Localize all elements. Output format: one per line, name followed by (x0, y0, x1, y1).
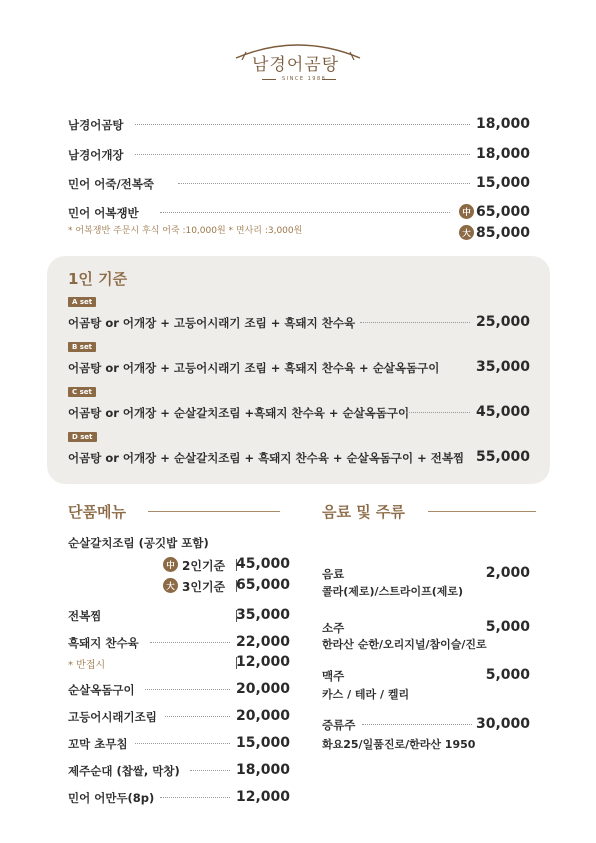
dot-leader (178, 183, 470, 184)
single-item-name: 흑돼지 찬수육 (68, 636, 139, 650)
drink-options: 콜라(제로)/스트라이프(제로) (322, 585, 464, 598)
menu-item-name: 민어 어죽/전복죽 (68, 177, 154, 191)
menu-note: * 어복쟁반 주문시 후식 어죽 :10,000원 * 면사리 :3,000원 (68, 226, 303, 236)
menu-item-name: 남경어곰탕 (68, 118, 124, 132)
galchi-option-price: 45,000 (235, 556, 290, 572)
section-divider (428, 511, 536, 512)
single-item-price: 20,000 (235, 681, 290, 697)
menu-item-price-medium: 65,000 (475, 204, 530, 220)
single-item-price: 35,000 (235, 607, 290, 623)
dot-leader (135, 743, 230, 744)
galchi-option-price: 65,000 (235, 577, 290, 593)
set-price: 45,000 (475, 404, 530, 420)
set-description: 어곰탕 or 어개장 + 순살갈치조림 + 흑돼지 찬수육 + 순살옥돔구이 + 전복찜 (68, 451, 465, 465)
single-item-name: 고등어시래기조림 (68, 710, 157, 724)
single-item-name: 전복찜 (68, 609, 102, 623)
set-description: 어곰탕 or 어개장 + 고등어시래기 조림 + 흑돼지 찬수육 + 순살옥돔구이 (68, 361, 440, 375)
dot-leader (135, 154, 470, 155)
section-divider (148, 511, 280, 512)
menu-item-price-large: 85,000 (475, 225, 530, 241)
set-price: 25,000 (475, 314, 530, 330)
single-item-name: 순살옥돔구이 (68, 683, 135, 697)
menu-item-price: 15,000 (475, 175, 530, 191)
dot-leader (135, 124, 470, 125)
set-price: 35,000 (475, 359, 530, 375)
drink-price: 5,000 (485, 667, 530, 683)
set-tag: D set (68, 432, 97, 442)
galchi-option-label: 2인기준 (182, 559, 226, 573)
dot-leader (145, 689, 230, 690)
large-size-badge-icon: 大 (163, 578, 178, 593)
drink-options: 화요25/일품진로/한라산 1950 (322, 738, 476, 751)
single-item-price: 20,000 (235, 708, 290, 724)
menu-item-price: 18,000 (475, 146, 530, 162)
logo-title: 남경어곰탕 (252, 55, 340, 75)
set-section-title: 1인 기준 (68, 270, 128, 288)
logo-line-left (262, 79, 276, 80)
drink-options: 한라산 순한/오리지널/참이슬/진로 (322, 638, 487, 651)
drink-category: 맥주 (322, 669, 345, 683)
drink-price: 2,000 (485, 565, 530, 581)
galchi-title: 순살갈치조림 (공깃밥 포함) (68, 536, 209, 550)
drink-price: 30,000 (475, 716, 530, 732)
drink-options: 카스 / 테라 / 켈리 (322, 688, 410, 701)
dot-leader (362, 724, 472, 725)
single-menu-title: 단품메뉴 (68, 503, 126, 521)
menu-item-name: 남경어개장 (68, 148, 124, 162)
single-item-name: 제주순대 (찹쌀, 막창) (68, 764, 180, 778)
drink-price: 5,000 (485, 619, 530, 635)
dot-leader (150, 642, 230, 643)
drink-category: 소주 (322, 621, 345, 635)
menu-item-name: 민어 어복쟁반 (68, 206, 139, 220)
single-item-name: 꼬막 초무침 (68, 737, 128, 751)
single-item-name: 민어 어만두(8p) (68, 791, 155, 805)
set-description: 어곰탕 or 어개장 + 순살갈치조림 +흑돼지 찬수육 + 순살옥돔구이 (68, 406, 410, 420)
set-tag: B set (68, 342, 96, 352)
set-price: 55,000 (475, 449, 530, 465)
single-item-price: 12,000 (235, 654, 290, 670)
galchi-option-label: 3인기준 (182, 580, 226, 594)
set-description: 어곰탕 or 어개장 + 고등어시래기 조림 + 흑돼지 찬수육 (68, 316, 356, 330)
single-item-price: 22,000 (235, 634, 290, 650)
single-item-price: 12,000 (235, 789, 290, 805)
single-item-price: 18,000 (235, 762, 290, 778)
drink-category: 음료 (322, 567, 345, 581)
large-size-badge-icon: 大 (459, 225, 474, 240)
medium-size-badge-icon: 中 (459, 204, 474, 219)
logo-since: SINCE 1988 (282, 76, 327, 82)
single-item-price: 15,000 (235, 735, 290, 751)
half-portion-note: * 반접시 (68, 660, 106, 671)
menu-item-price: 18,000 (475, 116, 530, 132)
drinks-title: 음료 및 주류 (322, 503, 405, 521)
set-tag: C set (68, 387, 96, 397)
set-tag: A set (68, 297, 96, 307)
medium-size-badge-icon: 中 (163, 557, 178, 572)
drink-category: 증류주 (322, 718, 356, 732)
dot-leader (160, 212, 450, 213)
dot-leader (360, 322, 470, 323)
logo-line-right (322, 79, 336, 80)
